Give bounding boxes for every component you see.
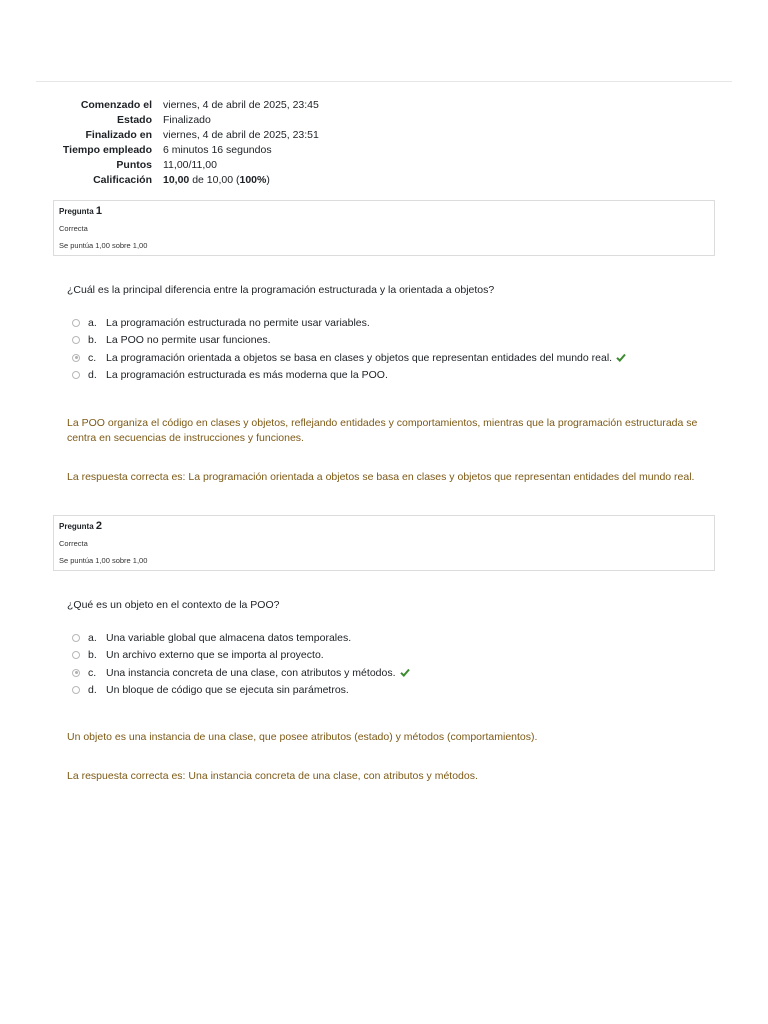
answer-option[interactable] [72, 682, 410, 700]
question-prefix: Pregunta [59, 207, 94, 216]
answer-text: La programación estructurada no permite usar variables. [106, 316, 370, 329]
answer-list-1 [72, 314, 626, 384]
question-text-2: ¿Qué es un objeto en el contexto de la POO? [67, 599, 280, 611]
answer-text: La programación orientada a objetos se basa en clases y objetos que representan entidades del mundo real. [106, 351, 613, 364]
general-feedback-2: Un objeto es una instancia de una clase, que posee atributos (estado) y métodos (comportamientos). [67, 731, 538, 743]
question-state: Correcta [59, 224, 88, 233]
summary-label: Calificación [93, 173, 152, 186]
radio-button[interactable] [72, 336, 80, 344]
general-feedback-1: La POO organiza el código en clases y objetos, reflejando entidades y comportamientos, mientras que la programación estructurada se centra en secuencias de instrucciones y funciones. [67, 417, 698, 444]
question-state: Correcta [59, 539, 88, 548]
grade-mid: de 10,00 ( [189, 173, 240, 186]
grade-end: ) [266, 173, 270, 186]
summary-value: 6 minutos 16 segundos [163, 143, 272, 156]
radio-button-checked[interactable] [72, 669, 80, 677]
answer-option[interactable] [72, 629, 410, 647]
answer-text: Una instancia concreta de una clase, con atributos y métodos. [106, 666, 396, 679]
summary-value: 11,00/11,00 [163, 158, 217, 171]
answer-option[interactable] [72, 647, 410, 665]
page-divider [36, 81, 732, 82]
summary-value: Finalizado [163, 113, 211, 126]
radio-button[interactable] [72, 651, 80, 659]
summary-row [40, 97, 720, 112]
answer-text: Un archivo externo que se importa al proyecto. [106, 649, 324, 662]
grade-percent: 100% [239, 173, 267, 186]
question-grade: Se puntúa 1,00 sobre 1,00 [59, 556, 148, 565]
answer-option[interactable] [72, 314, 626, 332]
right-answer-1: La respuesta correcta es: La programación orientada a objetos se basa en clases y objetos que representan entidades del mundo real. [67, 471, 695, 483]
answer-text: Un bloque de código que se ejecuta sin parámetros. [106, 684, 349, 697]
radio-button-checked[interactable] [72, 354, 80, 362]
summary-value: viernes, 4 de abril de 2025, 23:51 [163, 128, 319, 141]
answer-list-2 [72, 629, 410, 699]
summary-grade-value [152, 172, 720, 187]
radio-button[interactable] [72, 686, 80, 694]
radio-button[interactable] [72, 319, 80, 327]
answer-letter: b. [88, 649, 97, 662]
check-icon [400, 668, 410, 677]
summary-label: Puntos [116, 158, 152, 171]
question-grade: Se puntúa 1,00 sobre 1,00 [59, 241, 148, 250]
question-prefix: Pregunta [59, 522, 94, 531]
answer-letter: b. [88, 334, 97, 347]
check-icon [616, 353, 626, 362]
summary-row [40, 142, 720, 157]
radio-button[interactable] [72, 371, 80, 379]
summary-row-grade [40, 172, 720, 187]
question-number-value: 2 [95, 520, 103, 532]
question-number [59, 205, 102, 217]
answer-letter: c. [88, 666, 97, 679]
question-info-1 [53, 200, 715, 256]
answer-letter: a. [88, 316, 97, 329]
answer-letter: d. [88, 684, 97, 697]
answer-letter: c. [88, 351, 97, 364]
summary-label: Estado [116, 113, 152, 126]
question-number [59, 520, 102, 532]
answer-option-selected[interactable] [72, 664, 410, 682]
summary-row [40, 127, 720, 142]
answer-option[interactable] [72, 367, 626, 385]
radio-button[interactable] [72, 634, 80, 642]
question-text-1: ¿Cuál es la principal diferencia entre la programación estructurada y la orientada a objetos? [67, 284, 495, 296]
answer-text: La programación estructurada es más moderna que la POO. [106, 369, 388, 382]
answer-option-selected[interactable] [72, 349, 626, 367]
question-number-value: 1 [95, 205, 103, 217]
answer-letter: d. [88, 369, 97, 382]
answer-text: La POO no permite usar funciones. [106, 334, 271, 347]
answer-option[interactable] [72, 332, 626, 350]
summary-value: viernes, 4 de abril de 2025, 23:45 [163, 98, 319, 111]
grade-score: 10,00 [163, 173, 190, 186]
answer-text: Una variable global que almacena datos temporales. [106, 631, 352, 644]
question-info-2 [53, 515, 715, 571]
summary-row [40, 157, 720, 172]
answer-letter: a. [88, 631, 97, 644]
attempt-summary [40, 97, 720, 187]
right-answer-2: La respuesta correcta es: Una instancia concreta de una clase, con atributos y métodos. [67, 770, 478, 782]
summary-row [40, 112, 720, 127]
summary-label: Finalizado en [85, 128, 152, 141]
summary-label: Tiempo empleado [62, 143, 152, 156]
summary-label: Comenzado el [80, 98, 152, 111]
